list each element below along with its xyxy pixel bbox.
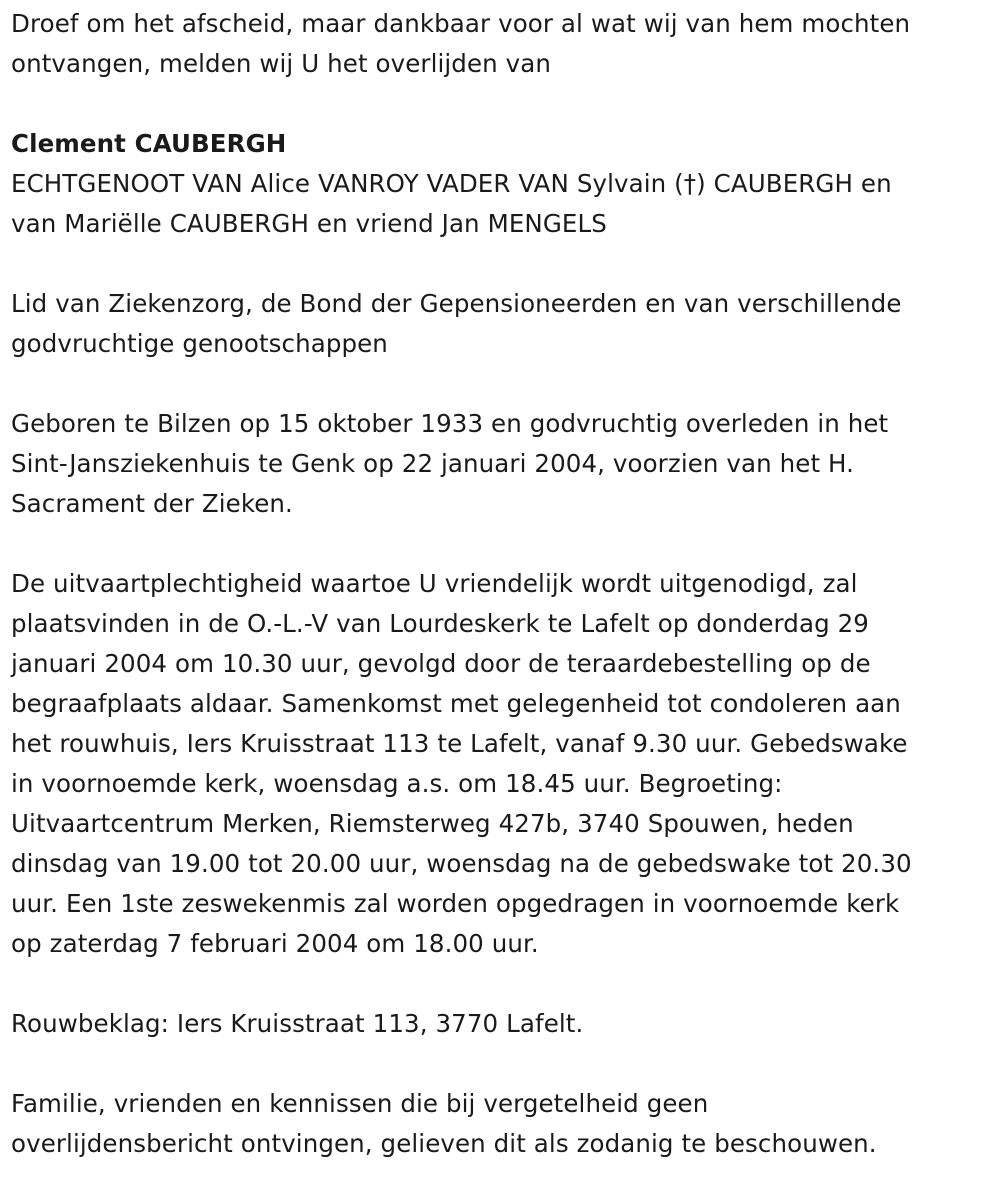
funeral-line: dinsdag van 19.00 tot 20.00 uur, woensdag na de gebedswake tot 20.30 <box>11 849 912 878</box>
membership-line: Lid van Ziekenzorg, de Bond der Gepensioneerden en van verschillende <box>11 289 902 318</box>
condolence-address: Rouwbeklag: Iers Kruisstraat 113, 3770 Lafelt. <box>11 1009 584 1038</box>
closing-line: Familie, vrienden en kennissen die bij vergetelheid geen <box>11 1089 709 1118</box>
membership-paragraph <box>11 284 996 364</box>
funeral-line: op zaterdag 7 februari 2004 om 18.00 uur. <box>11 929 539 958</box>
family-line: ECHTGENOOT VAN Alice VANROY VADER VAN Sylvain (†) CAUBERGH en <box>11 169 892 198</box>
closing-paragraph <box>11 1084 996 1164</box>
funeral-paragraph <box>11 564 996 964</box>
spacer <box>11 244 996 284</box>
intro-line: Droef om het afscheid, maar dankbaar voor al wat wij van hem mochten <box>11 9 911 38</box>
funeral-line: begraafplaats aldaar. Samenkomst met gelegenheid tot condoleren aan <box>11 689 901 718</box>
intro-paragraph <box>11 4 996 84</box>
spacer <box>11 524 996 564</box>
family-paragraph <box>11 164 996 244</box>
spacer <box>11 364 996 404</box>
death-notice <box>11 4 996 1164</box>
membership-line: godvruchtige genootschappen <box>11 329 388 358</box>
funeral-line: Uitvaartcentrum Merken, Riemsterweg 427b, 3740 Spouwen, heden <box>11 809 854 838</box>
family-line: van Mariëlle CAUBERGH en vriend Jan MENGELS <box>11 209 607 238</box>
birth-death-line: Geboren te Bilzen op 15 oktober 1933 en godvruchtig overleden in het <box>11 409 889 438</box>
funeral-line: De uitvaartplechtigheid waartoe U vriendelijk wordt uitgenodigd, zal <box>11 569 858 598</box>
closing-line: overlijdensbericht ontvingen, gelieven dit als zodanig te beschouwen. <box>11 1129 877 1158</box>
funeral-line: plaatsvinden in de O.-L.-V van Lourdeskerk te Lafelt op donderdag 29 <box>11 609 869 638</box>
deceased-name: Clement CAUBERGH <box>11 129 287 158</box>
funeral-line: in voornoemde kerk, woensdag a.s. om 18.45 uur. Begroeting: <box>11 769 783 798</box>
birth-death-line: Sint-Jansziekenhuis te Genk op 22 januari 2004, voorzien van het H. <box>11 449 855 478</box>
spacer <box>11 964 996 1004</box>
birth-death-paragraph <box>11 404 996 524</box>
funeral-line: het rouwhuis, Iers Kruisstraat 113 te Lafelt, vanaf 9.30 uur. Gebedswake <box>11 729 908 758</box>
intro-line: ontvangen, melden wij U het overlijden van <box>11 49 551 78</box>
funeral-line: uur. Een 1ste zeswekenmis zal worden opgedragen in voornoemde kerk <box>11 889 900 918</box>
spacer <box>11 1044 996 1084</box>
birth-death-line: Sacrament der Zieken. <box>11 489 293 518</box>
funeral-line: januari 2004 om 10.30 uur, gevolgd door de teraardebestelling op de <box>11 649 871 678</box>
spacer <box>11 84 996 124</box>
